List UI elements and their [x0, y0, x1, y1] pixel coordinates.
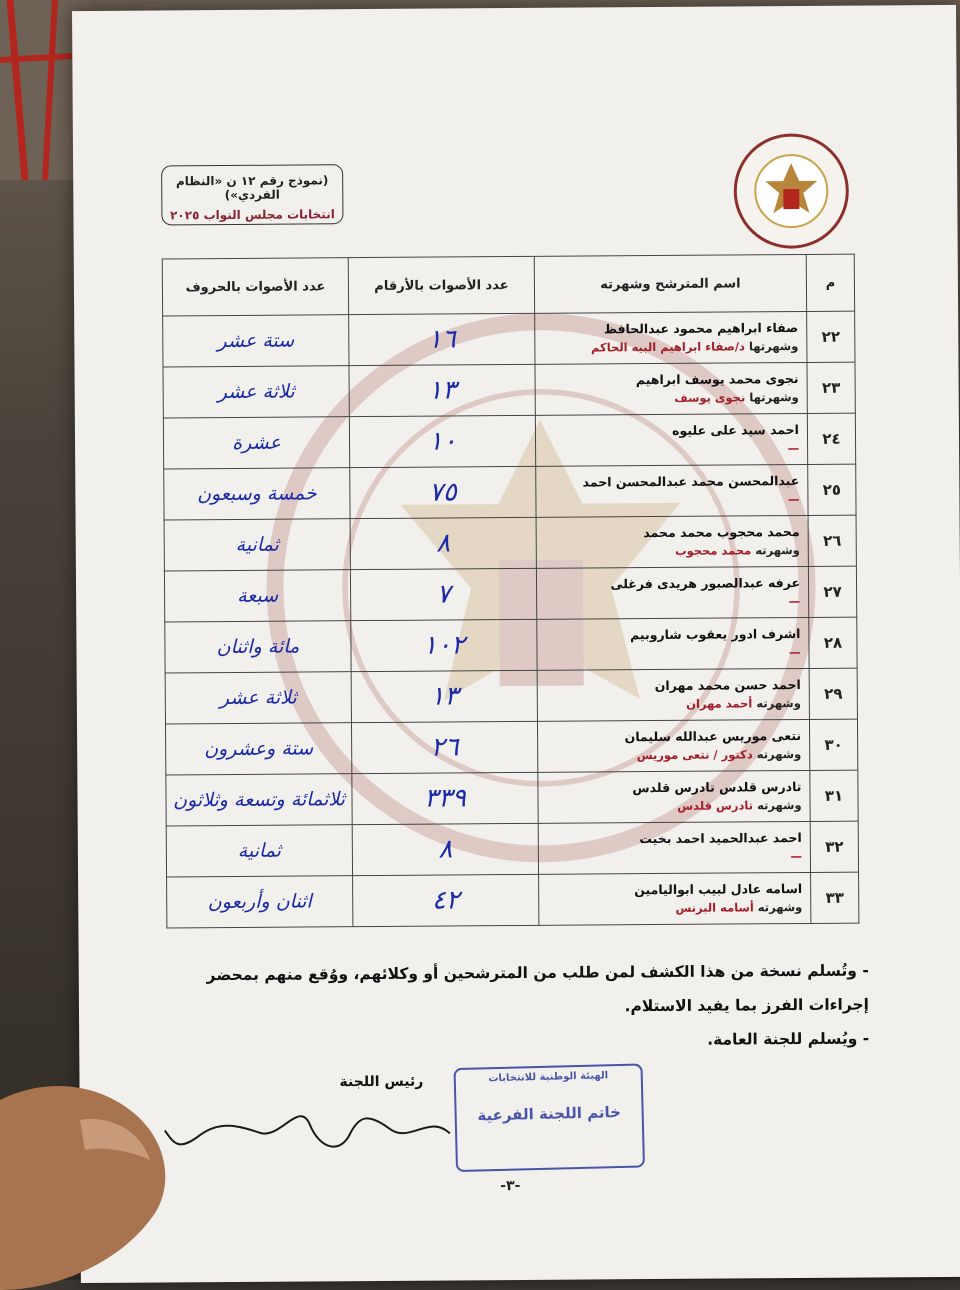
row-number: ٢٩: [809, 668, 857, 719]
col-header-name: اسم المترشح وشهرته: [534, 254, 806, 313]
alias-prefix: وشهرتها: [749, 390, 799, 404]
candidate-cell: [536, 566, 808, 619]
alias-prefix: وشهرته: [757, 747, 802, 761]
votes-letters: ثمانية: [166, 825, 352, 877]
row-number: ٣٢: [810, 821, 858, 872]
candidate-alias: [536, 490, 799, 510]
candidate-name: احمد سيد على عليوه: [536, 421, 799, 441]
subcommittee-stamp: [454, 1063, 645, 1172]
table-row: [164, 464, 856, 520]
candidate-cell: [538, 770, 810, 823]
candidate-cell: [537, 617, 809, 670]
candidate-alias: [536, 388, 799, 408]
candidate-cell: [539, 872, 811, 925]
votes-digits: ٣٣٩: [352, 772, 538, 824]
form-number-box: [161, 164, 343, 225]
table-row: [167, 872, 859, 928]
votes-letters: اثنان وأربعون: [167, 876, 353, 928]
votes-digits: ١٠: [349, 415, 535, 467]
votes-letters: ستة وعشرون: [165, 723, 351, 775]
alias-value: د/صفاء ابراهيم البيه الحاكم: [591, 339, 745, 354]
alias-prefix: وشهرته: [758, 900, 803, 914]
table-row: [165, 668, 857, 724]
candidate-name: عرفه عبدالصبور هريدى فرغلى: [537, 574, 800, 594]
stamp-title: خاتم اللجنة الفرعية: [456, 1103, 641, 1126]
alias-value: دكتور / نتعى موريس: [637, 747, 753, 762]
candidate-name: تادرس قلدس تادرس قلدس: [538, 778, 801, 798]
candidate-alias: [536, 439, 799, 459]
row-number: ٣٣: [811, 872, 859, 923]
candidate-cell: [536, 464, 808, 517]
row-number: ٢٧: [808, 566, 856, 617]
candidate-name: صفاء ابراهيم محمود عبدالحافظ: [535, 319, 798, 339]
votes-digits: ٤٢: [353, 874, 539, 926]
candidate-name: اسامه عادل لبيب ابواليامين: [539, 880, 802, 900]
votes-letters: ستة عشر: [163, 315, 349, 367]
note-copy-delivery: - وتُسلم نسخة من هذا الكشف لمن طلب من المترشحين أو وكلائهم، ووُقع منهم بمحضر إجراءات الفرز بما يفيد الاستلام.: [169, 954, 869, 1027]
candidate-name: احمد حسن محمد مهران: [538, 676, 801, 696]
candidate-alias: [539, 847, 802, 867]
candidate-alias: [538, 745, 801, 765]
row-number: ٢٦: [808, 515, 856, 566]
candidate-alias: [535, 337, 798, 357]
alias-value: محمد محجوب: [675, 543, 751, 558]
alias-prefix: وشهرته: [755, 543, 800, 557]
row-number: ٣٠: [809, 719, 857, 770]
votes-digits: ١٦: [349, 313, 535, 365]
alias-value: —: [790, 849, 802, 863]
candidate-alias: [537, 592, 800, 612]
col-header-digits: عدد الأصوات بالأرقام: [348, 256, 534, 314]
votes-digits: ٧: [350, 568, 536, 620]
votes-letters: ثلاثمائة وتسعة وثلاثون: [166, 774, 352, 826]
votes-table: [162, 254, 860, 929]
chair-label: رئيس اللجنة: [339, 1074, 423, 1091]
table-row: [163, 413, 855, 469]
candidate-alias: [539, 796, 802, 816]
candidate-name: نتعى موريس عبدالله سليمان: [538, 727, 801, 747]
table-row: [166, 770, 858, 826]
table-row: [164, 515, 856, 571]
alias-prefix: وشهرته: [756, 696, 801, 710]
votes-digits: ١٠٢: [351, 619, 537, 671]
table-row: [163, 311, 855, 367]
candidate-name: عبدالمحسن محمد عبدالمحسن احمد: [536, 472, 799, 492]
form-title: (نموذج رقم ١٢ ن «النظام الفردي»): [162, 173, 342, 202]
candidate-alias: [537, 643, 800, 663]
col-header-letters: عدد الأصوات بالحروف: [162, 258, 348, 316]
votes-digits: ٢٦: [351, 721, 537, 773]
table-row: [164, 566, 856, 622]
votes-digits: ٧٥: [350, 466, 536, 518]
votes-digits: ٨: [350, 517, 536, 569]
table-header-row: [162, 254, 854, 316]
votes-digits: ٨: [352, 823, 538, 875]
hand-thumb: [0, 1060, 200, 1290]
row-number: ٢٤: [807, 413, 855, 464]
candidate-name: نجوى محمد يوسف ابراهيم: [536, 370, 799, 390]
votes-letters: ثلاثة عشر: [163, 366, 349, 418]
table-row: [165, 719, 857, 775]
note-general-committee: - ويُسلم للجنة العامة.: [169, 1022, 869, 1061]
votes-letters: ثمانية: [164, 519, 350, 571]
alias-prefix: وشهرته: [757, 798, 802, 812]
table-row: [163, 362, 855, 418]
page-number: -٣-: [500, 1178, 520, 1194]
alias-value: —: [789, 645, 801, 659]
candidate-cell: [535, 311, 807, 364]
candidate-cell: [537, 668, 809, 721]
candidate-alias: [537, 541, 800, 561]
candidate-alias: [539, 898, 802, 918]
alias-value: أحمد مهران: [686, 696, 752, 710]
votes-letters: عشرة: [163, 417, 349, 469]
row-number: ٢٨: [809, 617, 857, 668]
alias-value: —: [789, 594, 801, 608]
alias-value: تادرس قلدس: [677, 798, 753, 813]
votes-letters: خمسة وسبعون: [164, 468, 350, 520]
candidate-cell: [537, 719, 809, 772]
alias-value: نجوى يوسف: [674, 390, 745, 404]
election-title: انتخابات مجلس النواب ٢٠٢٥: [162, 207, 342, 222]
row-number: ٣١: [810, 770, 858, 821]
notes: [169, 954, 870, 1061]
nea-logo-icon: [731, 131, 852, 252]
candidate-cell: [535, 362, 807, 415]
row-number: ٢٢: [807, 311, 855, 362]
candidate-alias: [538, 694, 801, 714]
candidate-name: احمد عبدالحميد احمد بخيت: [539, 829, 802, 849]
table-row: [165, 617, 857, 673]
votes-letters: مائة واثنان: [165, 621, 351, 673]
candidate-name: محمد محجوب محمد محمد: [537, 523, 800, 543]
row-number: ٢٣: [807, 362, 855, 413]
alias-value: —: [788, 492, 800, 506]
paper-sheet: [72, 5, 960, 1283]
candidate-cell: [535, 413, 807, 466]
votes-letters: سبعة: [164, 570, 350, 622]
votes-digits: ١٣: [351, 670, 537, 722]
chair-signature: [160, 1103, 460, 1155]
stamp-authority: الهيئة الوطنية للانتخابات: [456, 1070, 641, 1086]
alias-value: —: [788, 441, 800, 455]
row-number: ٢٥: [808, 464, 856, 515]
votes-digits: ١٣: [349, 364, 535, 416]
candidate-cell: [538, 821, 810, 874]
candidate-cell: [536, 515, 808, 568]
table-row: [166, 821, 858, 877]
alias-prefix: وشهرتها: [749, 339, 799, 353]
alias-value: أسامه البرنس: [675, 900, 753, 915]
candidate-name: اشرف ادور يعقوب شاروبيم: [537, 625, 800, 645]
col-header-number: م: [806, 254, 854, 311]
votes-letters: ثلاثة عشر: [165, 672, 351, 724]
